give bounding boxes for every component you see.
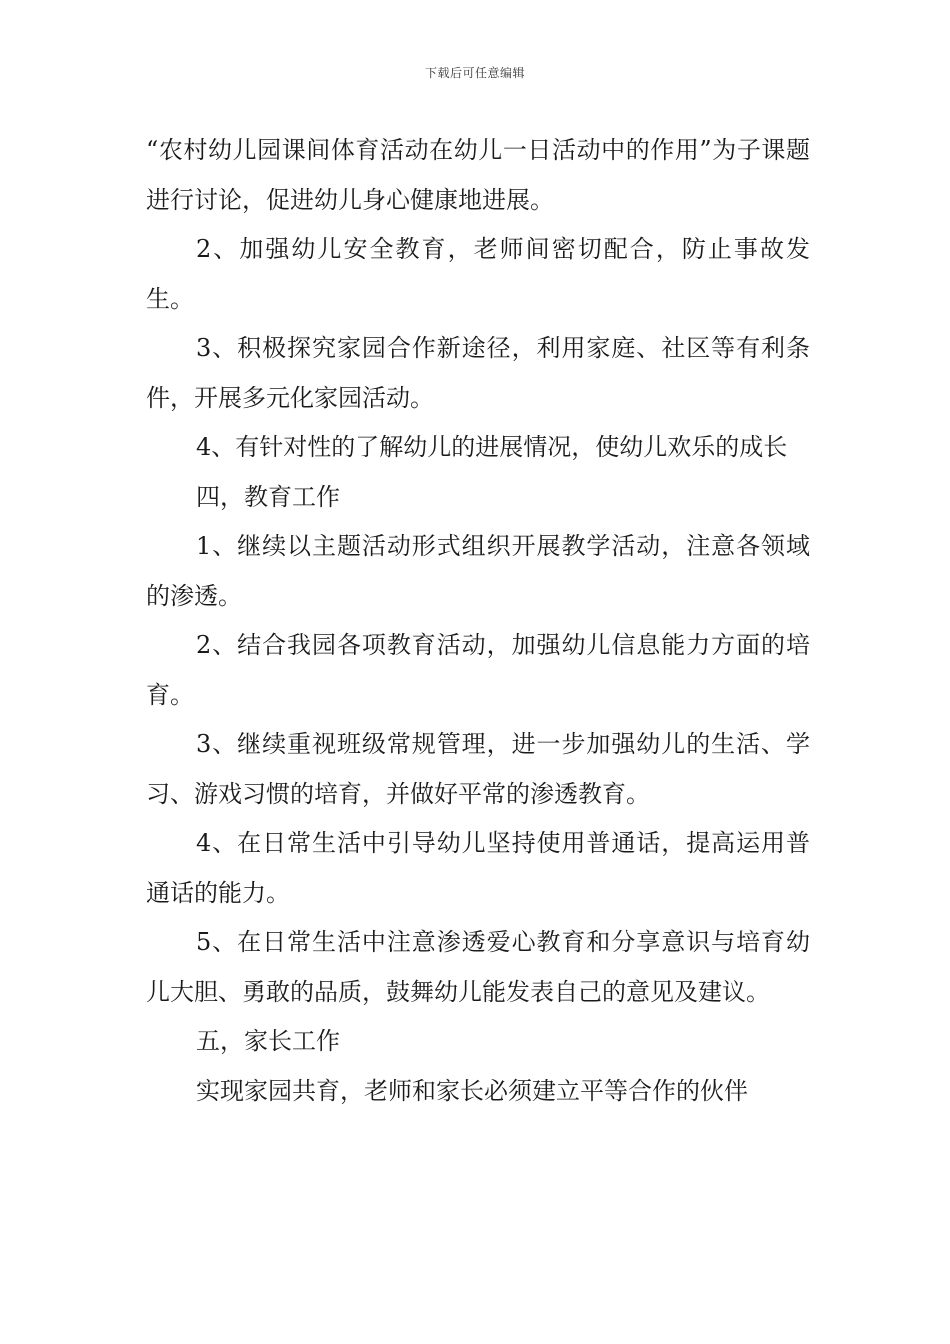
paragraph-item-safety: 2、加强幼儿安全教育，老师间密切配合，防止事故发生。 bbox=[146, 235, 810, 313]
paragraph-item-class-routine: 3、继续重视班级常规管理，进一步加强幼儿的生活、学习、游戏习惯的培育，并做好平常的渗透教育。 bbox=[146, 730, 810, 808]
paragraph-item-development: 4、有针对性的了解幼儿的进展情况，使幼儿欢乐的成长 bbox=[196, 433, 788, 461]
paragraph-item-mandarin: 4、在日常生活中引导幼儿坚持使用普通话，提高运用普通话的能力。 bbox=[146, 829, 810, 907]
section-heading-parent-work: 五，家长工作 bbox=[196, 1027, 340, 1055]
page-header: 下载后可任意编辑 bbox=[424, 66, 525, 80]
section-heading-education: 四，教育工作 bbox=[196, 482, 340, 511]
paragraph-item-love-education: 5、在日常生活中注意渗透爱心教育和分享意识与培育幼儿大胆、勇敢的品质，鼓舞幼儿能发表自己的意见及建议。 bbox=[146, 928, 810, 1006]
paragraph-continuation: “农村幼儿园课间体育活动在幼儿一日活动中的作用”为子课题进行讨论，促进幼儿身心健康地进展。 bbox=[146, 136, 810, 214]
paragraph-parent-cooperation: 实现家园共育，老师和家长必须建立平等合作的伙伴 bbox=[196, 1076, 748, 1105]
paragraph-item-information-ability: 2、结合我园各项教育活动，加强幼儿信息能力方面的培育。 bbox=[146, 631, 810, 709]
paragraph-item-theme-activities: 1、继续以主题活动形式组织开展教学活动，注意各领域的渗透。 bbox=[146, 532, 810, 610]
document-body bbox=[146, 126, 810, 1116]
paragraph-item-home-cooperation: 3、积极探究家园合作新途径，利用家庭、社区等有利条件，开展多元化家园活动。 bbox=[146, 334, 810, 412]
